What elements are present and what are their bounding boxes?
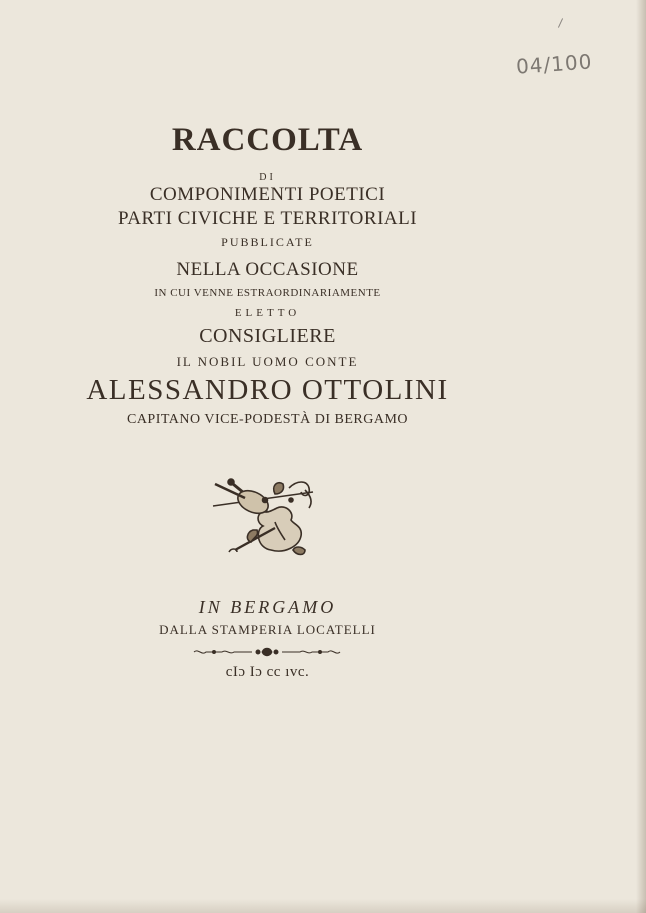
subtitle-eletto: ELETTO xyxy=(234,307,301,319)
pencil-mark xyxy=(558,18,563,27)
subtitle-di: DI xyxy=(259,172,276,183)
musical-instruments-vignette-icon xyxy=(205,470,325,565)
honoree-name: ALESSANDRO OTTOLINI xyxy=(86,374,449,406)
subtitle-consigliere: CONSIGLIERE xyxy=(199,325,336,347)
handwritten-note-text: 04/100 xyxy=(515,49,594,79)
title: RACCOLTA xyxy=(171,122,364,158)
handwritten-note xyxy=(515,49,593,78)
subtitle-nobil-uomo: IL NOBIL UOMO CONTE xyxy=(176,354,359,369)
ornamental-rule-icon xyxy=(192,644,342,660)
subtitle-nella-occasione: NELLA OCCASIONE xyxy=(176,259,359,280)
imprint-date: cIɔ Iɔ cc ıvc. xyxy=(225,664,310,680)
imprint-place: IN BERGAMO xyxy=(198,597,337,617)
subtitle-pubblicate: PUBBLICATE xyxy=(221,235,314,249)
honoree-title: CAPITANO VICE-PODESTÀ DI BERGAMO xyxy=(126,412,408,427)
imprint-printer: DALLA STAMPERIA LOCATELLI xyxy=(159,622,376,637)
subtitle-parti: PARTI CIVICHE E TERRITORIALI xyxy=(117,208,418,229)
subtitle-componimenti: COMPONIMENTI POETICI xyxy=(149,184,386,205)
subtitle-in-cui: IN CUI VENNE ESTRAORDINARIAMENTE xyxy=(154,287,381,299)
